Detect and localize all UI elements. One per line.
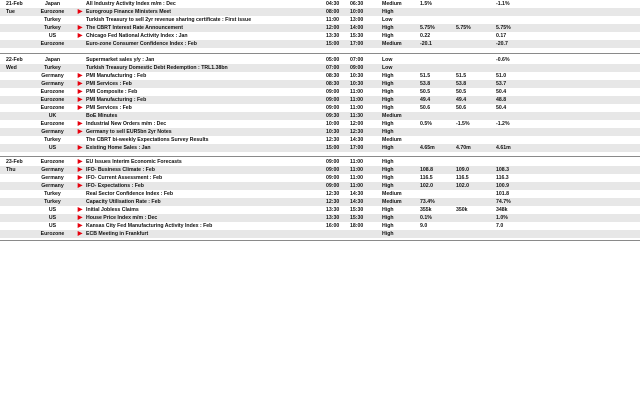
importance-cell: High — [382, 159, 394, 165]
flag-marker-icon: ▶ — [77, 89, 83, 95]
country-cell: US — [48, 33, 57, 39]
table-row — [0, 24, 640, 32]
table-row — [0, 112, 640, 120]
country-cell: Eurozone — [40, 89, 65, 95]
event-cell: PMI Services : Feb — [86, 81, 132, 87]
event-cell: ECB Meeting in Frankfurt — [86, 231, 149, 237]
time-local-cell: 11:00 — [350, 89, 363, 95]
forecast-cell: 5.75% — [456, 25, 471, 31]
country-cell: Eurozone — [40, 231, 65, 237]
country-cell: US — [48, 207, 57, 213]
country-cell: US — [48, 145, 57, 151]
table-row — [0, 198, 640, 206]
importance-cell: High — [382, 231, 394, 237]
time-local-cell: 15:30 — [350, 215, 364, 221]
importance-cell: High — [382, 167, 394, 173]
time-local-cell: 14:30 — [350, 191, 364, 197]
time-gmt-cell: 09:00 — [326, 89, 340, 95]
actual-cell: 53.8 — [420, 81, 431, 87]
country-cell: Turkey — [44, 17, 61, 23]
time-gmt-cell: 05:00 — [326, 57, 340, 63]
time-local-cell: 07:00 — [350, 57, 364, 63]
importance-cell: Low — [382, 57, 393, 63]
previous-cell: 51.0 — [496, 73, 507, 79]
event-cell: Capacity Utilisation Rate : Feb — [86, 199, 161, 205]
event-cell: IFO- Expectations : Feb — [86, 183, 144, 189]
country-cell: UK — [48, 113, 57, 119]
time-local-cell: 18:00 — [350, 223, 364, 229]
forecast-cell: 4.70m — [456, 145, 471, 151]
previous-cell: 101.8 — [496, 191, 509, 197]
table-row — [0, 64, 640, 72]
importance-cell: High — [382, 175, 394, 181]
flag-marker-icon: ▶ — [77, 105, 83, 111]
time-local-cell: 11:00 — [350, 175, 363, 181]
flag-marker-icon: ▶ — [77, 81, 83, 87]
time-local-cell: 17:00 — [350, 145, 364, 151]
forecast-cell: 53.8 — [456, 81, 467, 87]
importance-cell: High — [382, 183, 394, 189]
time-gmt-cell: 09:30 — [326, 113, 340, 119]
country-cell: Japan — [45, 1, 60, 7]
actual-cell: 51.5 — [420, 73, 431, 79]
table-row — [0, 174, 640, 182]
country-cell: Eurozone — [40, 159, 65, 165]
time-gmt-cell: 12:30 — [326, 137, 340, 143]
country-cell: Germany — [41, 167, 64, 173]
actual-cell: 0.1% — [420, 215, 432, 221]
importance-cell: Low — [382, 65, 393, 71]
forecast-cell: 102.0 — [456, 183, 469, 189]
day-block — [0, 0, 640, 48]
table-row — [0, 190, 640, 198]
previous-cell: 0.17 — [496, 33, 507, 39]
time-gmt-cell: 11:00 — [326, 17, 339, 23]
event-cell: BoE Minutes — [86, 113, 118, 119]
table-row — [0, 214, 640, 222]
time-local-cell: 11:00 — [350, 97, 363, 103]
event-cell: Kansas City Fed Manufacturing Activity Index : Feb — [86, 223, 213, 229]
table-row — [0, 40, 640, 48]
event-cell: Real Sector Confidence Index : Feb — [86, 191, 174, 197]
table-row — [0, 230, 640, 238]
forecast-cell: 116.5 — [456, 175, 469, 181]
event-cell: Germany to sell EUR5bn 2yr Notes — [86, 129, 172, 135]
country-cell: Eurozone — [40, 41, 65, 47]
importance-cell: High — [382, 89, 394, 95]
actual-cell: -20.1 — [420, 41, 432, 47]
event-cell: Supermarket sales y/y : Jan — [86, 57, 155, 63]
previous-cell: 100.9 — [496, 183, 509, 189]
event-cell: Existing Home Sales : Jan — [86, 145, 151, 151]
event-cell: Turkish Treasury to sell 2yr revenue sharing certificate : First issue — [86, 17, 252, 23]
previous-cell: 7.0 — [496, 223, 504, 229]
actual-cell: 49.4 — [420, 97, 431, 103]
table-row — [0, 56, 640, 64]
time-local-cell: 11:30 — [350, 113, 363, 119]
time-local-cell: 15:30 — [350, 207, 364, 213]
flag-marker-icon: ▶ — [77, 183, 83, 189]
event-cell: Turkish Treasury Domestic Debt Redemption : TRL1.38bn — [86, 65, 228, 71]
table-row — [0, 222, 640, 230]
forecast-cell: -1.5% — [456, 121, 470, 127]
actual-cell: 9.0 — [420, 223, 428, 229]
time-local-cell: 14:00 — [350, 25, 364, 31]
day-separator — [0, 53, 640, 54]
flag-marker-icon: ▶ — [77, 215, 83, 221]
event-cell: Chicago Fed National Activity Index : Jan — [86, 33, 188, 39]
table-row — [0, 120, 640, 128]
time-gmt-cell: 16:00 — [326, 223, 340, 229]
time-local-cell: 12:30 — [350, 129, 364, 135]
time-gmt-cell: 09:00 — [326, 183, 340, 189]
table-row — [0, 32, 640, 40]
country-cell: US — [48, 215, 57, 221]
previous-cell: -0.6% — [496, 57, 510, 63]
table-row — [0, 136, 640, 144]
actual-cell: 5.75% — [420, 25, 435, 31]
time-gmt-cell: 15:00 — [326, 145, 340, 151]
flag-marker-icon: ▶ — [77, 231, 83, 237]
time-local-cell: 10:30 — [350, 73, 364, 79]
previous-cell: 50.4 — [496, 105, 507, 111]
flag-marker-icon: ▶ — [77, 175, 83, 181]
importance-cell: High — [382, 105, 394, 111]
time-local-cell: 06:30 — [350, 1, 364, 7]
event-cell: The CBRT Interest Rate Announcement — [86, 25, 183, 31]
time-local-cell: 11:00 — [350, 105, 363, 111]
time-local-cell: 14:30 — [350, 199, 364, 205]
time-local-cell: 11:00 — [350, 183, 363, 189]
time-gmt-cell: 09:00 — [326, 97, 340, 103]
table-row — [0, 96, 640, 104]
previous-cell: 74.7% — [496, 199, 511, 205]
actual-cell: 0.22 — [420, 33, 431, 39]
time-gmt-cell: 08:30 — [326, 81, 340, 87]
forecast-cell: 50.6 — [456, 105, 467, 111]
time-gmt-cell: 09:00 — [326, 105, 340, 111]
flag-marker-icon: ▶ — [77, 9, 83, 15]
flag-marker-icon: ▶ — [77, 159, 83, 165]
event-cell: EU Issues Interim Economic Forecasts — [86, 159, 182, 165]
time-gmt-cell: 13:30 — [326, 207, 340, 213]
time-gmt-cell: 12:30 — [326, 199, 340, 205]
time-local-cell: 14:30 — [350, 137, 364, 143]
event-cell: All Industry Activity Index m/m : Dec — [86, 1, 176, 7]
country-cell: Japan — [45, 57, 60, 63]
economic-calendar — [0, 0, 640, 48]
date-label: 22-Feb — [6, 57, 23, 63]
day-block — [0, 158, 640, 238]
importance-cell: High — [382, 145, 394, 151]
importance-cell: High — [382, 223, 394, 229]
event-cell: PMI Composite : Feb — [86, 89, 138, 95]
table-row — [0, 128, 640, 136]
actual-cell: 355k — [420, 207, 432, 213]
time-local-cell: 12:00 — [350, 121, 364, 127]
time-local-cell: 11:00 — [350, 159, 363, 165]
table-row — [0, 144, 640, 152]
time-gmt-cell: 07:00 — [326, 65, 340, 71]
importance-cell: Medium — [382, 137, 402, 143]
economic-calendar — [0, 56, 640, 152]
country-cell: Turkey — [44, 199, 61, 205]
event-cell: House Price Index m/m : Dec — [86, 215, 158, 221]
event-cell: Industrial New Orders m/m : Dec — [86, 121, 167, 127]
flag-marker-icon: ▶ — [77, 223, 83, 229]
actual-cell: 108.8 — [420, 167, 433, 173]
importance-cell: Medium — [382, 199, 402, 205]
actual-cell: 116.5 — [420, 175, 433, 181]
time-gmt-cell: 12:30 — [326, 191, 340, 197]
country-cell: Germany — [41, 183, 64, 189]
date-label: 23-Feb — [6, 159, 23, 165]
previous-cell: -1.2% — [496, 121, 510, 127]
time-gmt-cell: 10:00 — [326, 121, 340, 127]
event-cell: Initial Jobless Claims — [86, 207, 139, 213]
time-local-cell: 17:00 — [350, 41, 364, 47]
forecast-cell: 350k — [456, 207, 468, 213]
importance-cell: Medium — [382, 191, 402, 197]
time-gmt-cell: 12:00 — [326, 25, 340, 31]
importance-cell: High — [382, 25, 394, 31]
previous-cell: 108.3 — [496, 167, 509, 173]
weekday-label: Tue — [6, 9, 15, 15]
actual-cell: 102.0 — [420, 183, 433, 189]
economic-calendar — [0, 158, 640, 238]
actual-cell: 73.4% — [420, 199, 435, 205]
table-bottom-border — [0, 240, 640, 241]
previous-cell: 53.7 — [496, 81, 507, 87]
country-cell: Eurozone — [40, 105, 65, 111]
event-cell: PMI Services : Feb — [86, 105, 132, 111]
forecast-cell: 50.5 — [456, 89, 467, 95]
event-cell: PMI Manufacturing : Feb — [86, 97, 147, 103]
time-gmt-cell: 08:00 — [326, 9, 340, 15]
flag-marker-icon: ▶ — [77, 25, 83, 31]
importance-cell: High — [382, 81, 394, 87]
time-gmt-cell: 04:30 — [326, 1, 340, 7]
importance-cell: High — [382, 73, 394, 79]
table-row — [0, 16, 640, 24]
table-row — [0, 8, 640, 16]
time-local-cell: 10:30 — [350, 81, 364, 87]
time-gmt-cell: 15:00 — [326, 41, 340, 47]
time-local-cell: 15:30 — [350, 33, 364, 39]
country-cell: Eurozone — [40, 97, 65, 103]
country-cell: Germany — [41, 129, 64, 135]
date-label: 21-Feb — [6, 1, 23, 7]
country-cell: Turkey — [44, 25, 61, 31]
previous-cell: 48.8 — [496, 97, 507, 103]
country-cell: Turkey — [44, 191, 61, 197]
country-cell: Germany — [41, 175, 64, 181]
event-cell: IFO- Business Climate : Feb — [86, 167, 155, 173]
importance-cell: High — [382, 207, 394, 213]
actual-cell: 50.6 — [420, 105, 431, 111]
importance-cell: High — [382, 33, 394, 39]
importance-cell: Medium — [382, 1, 402, 7]
table-row — [0, 166, 640, 174]
weekday-label: Thu — [6, 167, 16, 173]
country-cell: Turkey — [44, 65, 61, 71]
time-gmt-cell: 09:00 — [326, 167, 340, 173]
table-row — [0, 182, 640, 190]
table-row — [0, 80, 640, 88]
table-row — [0, 88, 640, 96]
previous-cell: 50.4 — [496, 89, 507, 95]
event-cell: Eurogroup Finance Ministers Meet — [86, 9, 172, 15]
country-cell: Germany — [41, 73, 64, 79]
weekday-label: Wed — [6, 65, 17, 71]
importance-cell: High — [382, 9, 394, 15]
importance-cell: High — [382, 97, 394, 103]
forecast-cell: 49.4 — [456, 97, 467, 103]
importance-cell: Medium — [382, 113, 402, 119]
flag-marker-icon: ▶ — [77, 167, 83, 173]
forecast-cell: 109.0 — [456, 167, 469, 173]
country-cell: US — [48, 223, 57, 229]
country-cell: Turkey — [44, 137, 61, 143]
event-cell: IFO- Current Assessment : Feb — [86, 175, 163, 181]
previous-cell: 4.61m — [496, 145, 511, 151]
country-cell: Germany — [41, 81, 64, 87]
table-row — [0, 72, 640, 80]
importance-cell: High — [382, 121, 394, 127]
time-local-cell: 13:00 — [350, 17, 364, 23]
time-gmt-cell: 13:30 — [326, 33, 340, 39]
time-local-cell: 09:00 — [350, 65, 364, 71]
table-row — [0, 206, 640, 214]
time-local-cell: 11:00 — [350, 167, 363, 173]
country-cell: Eurozone — [40, 9, 65, 15]
flag-marker-icon: ▶ — [77, 73, 83, 79]
previous-cell: 348k — [496, 207, 508, 213]
country-cell: Eurozone — [40, 121, 65, 127]
time-local-cell: 10:00 — [350, 9, 364, 15]
table-row — [0, 0, 640, 8]
importance-cell: Low — [382, 17, 393, 23]
previous-cell: 1.0% — [496, 215, 508, 221]
day-block — [0, 56, 640, 152]
time-gmt-cell: 09:00 — [326, 159, 340, 165]
previous-cell: 5.75% — [496, 25, 511, 31]
event-cell: Euro-zone Consumer Confidence Index : Feb — [86, 41, 197, 47]
flag-marker-icon: ▶ — [77, 207, 83, 213]
flag-marker-icon: ▶ — [77, 97, 83, 103]
table-row — [0, 104, 640, 112]
actual-cell: 1.5% — [420, 1, 432, 7]
actual-cell: 4.65m — [420, 145, 435, 151]
table-row — [0, 158, 640, 166]
importance-cell: High — [382, 129, 394, 135]
time-gmt-cell: 13:30 — [326, 215, 340, 221]
actual-cell: 0.5% — [420, 121, 432, 127]
flag-marker-icon: ▶ — [77, 145, 83, 151]
time-gmt-cell: 08:30 — [326, 73, 340, 79]
event-cell: The CBRT bi-weekly Expectations Survey Results — [86, 137, 209, 143]
forecast-cell: 51.5 — [456, 73, 467, 79]
flag-marker-icon: ▶ — [77, 121, 83, 127]
previous-cell: -1.1% — [496, 1, 510, 7]
previous-cell: -20.7 — [496, 41, 508, 47]
time-gmt-cell: 10:30 — [326, 129, 340, 135]
flag-marker-icon: ▶ — [77, 129, 83, 135]
actual-cell: 50.5 — [420, 89, 431, 95]
previous-cell: 116.3 — [496, 175, 509, 181]
importance-cell: High — [382, 215, 394, 221]
time-gmt-cell: 09:00 — [326, 175, 340, 181]
event-cell: PMI Manufacturing : Feb — [86, 73, 147, 79]
flag-marker-icon: ▶ — [77, 33, 83, 39]
day-separator — [0, 156, 640, 157]
importance-cell: Medium — [382, 41, 402, 47]
